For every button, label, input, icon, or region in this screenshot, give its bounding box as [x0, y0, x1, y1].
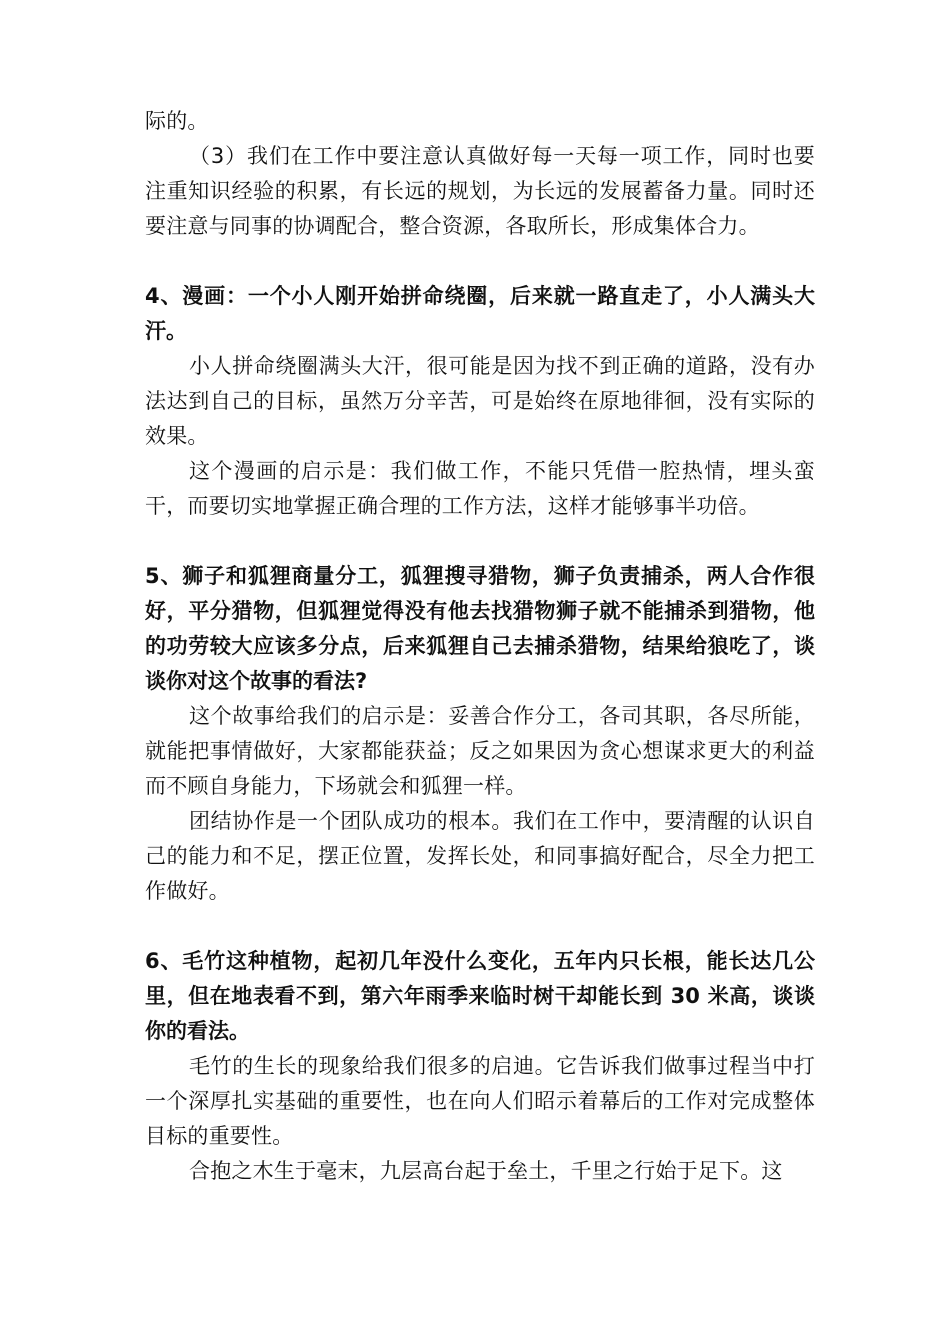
question-4-heading: 4、漫画：一个小人刚开始拼命绕圈，后来就一路直走了，小人满头大汗。 [145, 284, 815, 343]
question-4-answer-2: 这个漫画的启示是：我们做工作，不能只凭借一腔热情，埋头蛮干，而要切实地掌握正确合理的工作方法，这样才能够事半功倍。 [145, 459, 815, 518]
section-gap [145, 909, 815, 944]
paragraph-point-3: （3）我们在工作中要注意认真做好每一天每一项工作，同时也要注重知识经验的积累，有长远的规划，为长远的发展蓄备力量。同时还要注意与同事的协调配合，整合资源，各取所长，形成集体合力。 [145, 144, 815, 238]
document-page [145, 104, 815, 1189]
question-5-answer-1: 这个故事给我们的启示是：妥善合作分工，各司其职，各尽所能，就能把事情做好，大家都能获益；反之如果因为贪心想谋求更大的利益而不顾自身能力，下场就会和狐狸一样。 [145, 704, 815, 798]
question-5-heading: 5、狮子和狐狸商量分工，狐狸搜寻猎物，狮子负责捕杀，两人合作很好，平分猎物，但狐狸觉得没有他去找猎物狮子就不能捕杀到猎物，他的功劳较大应该多分点，后来狐狸自己去捕杀猎物，结果给狼吃了，谈谈你对这个故事的看法? [145, 564, 815, 693]
section-gap [145, 244, 815, 279]
question-5-answer-2: 团结协作是一个团队成功的根本。我们在工作中，要清醒的认识自己的能力和不足，摆正位置，发挥长处，和同事搞好配合，尽全力把工作做好。 [145, 809, 815, 903]
question-6-answer-2: 合抱之木生于毫末，九层高台起于垒土，千里之行始于足下。这 [189, 1159, 783, 1183]
section-gap [145, 524, 815, 559]
question-4-answer-1: 小人拼命绕圈满头大汗，很可能是因为找不到正确的道路，没有办法达到自己的目标，虽然万分辛苦，可是始终在原地徘徊，没有实际的效果。 [145, 354, 815, 448]
question-6-answer-1: 毛竹的生长的现象给我们很多的启迪。它告诉我们做事过程当中打一个深厚扎实基础的重要性，也在向人们昭示着幕后的工作对完成整体目标的重要性。 [145, 1054, 815, 1148]
paragraph-continuation: 际的。 [145, 109, 209, 133]
question-6-heading: 6、毛竹这种植物，起初几年没什么变化，五年内只长根，能长达几公里，但在地表看不到，第六年雨季来临时树干却能长到 30 米高，谈谈你的看法。 [145, 949, 815, 1043]
